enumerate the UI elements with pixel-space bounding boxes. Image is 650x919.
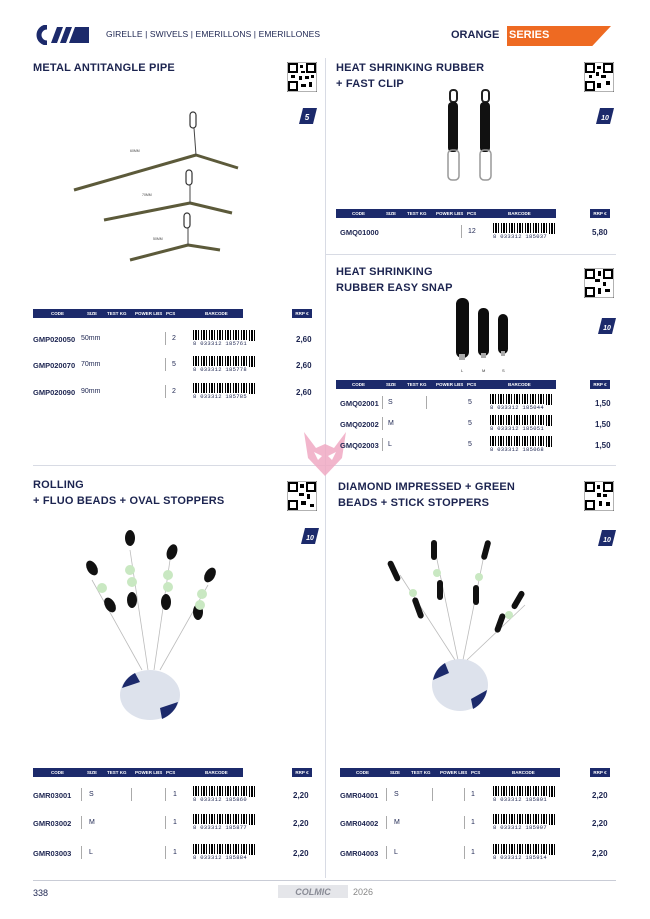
svg-text:10: 10 — [306, 535, 314, 542]
barcode: 8 033312 185785 — [193, 383, 255, 399]
series-banner — [451, 24, 611, 48]
size-label: M — [482, 368, 486, 373]
rolling-product-image — [80, 530, 250, 730]
table-row[interactable]: GMP020090 90mm 2 8 033312 185785 2,60 — [33, 381, 313, 403]
product-title-fastclip: HEAT SHRINKING RUBBER + FAST CLIP — [336, 62, 485, 90]
pack-badge — [598, 318, 616, 334]
table-row[interactable]: GMR03002 M 1 8 033312 185877 2,20 — [33, 812, 313, 834]
barcode: 8 033312 185914 — [493, 844, 555, 860]
pack-badge — [299, 108, 317, 124]
qr-code-icon[interactable] — [584, 62, 614, 92]
barcode: 8 033312 185860 — [193, 786, 255, 802]
product-title-diamond: DIAMOND IMPRESSED + GREEN BEADS + STICK STOPPERS — [338, 481, 516, 509]
barcode: 8 033312 185068 — [490, 436, 552, 452]
easysnap-product-image — [448, 296, 518, 376]
series-word-series: SERIES — [509, 29, 550, 41]
barcode: 8 033312 185884 — [193, 844, 255, 860]
table-header-rrp: RRP € — [590, 209, 610, 218]
barcode: 8 033312 185761 — [193, 330, 255, 346]
product-title-easysnap: HEAT SHRINKING RUBBER EASY SNAP — [336, 266, 453, 294]
catalog-year: 2026 — [353, 887, 374, 897]
antitangle-product-image — [60, 100, 300, 280]
dimension-label: 60MM — [130, 149, 140, 153]
barcode: 8 033312 185907 — [493, 814, 555, 830]
table-row[interactable]: GMR04003 L 1 8 033312 185914 2,20 — [340, 842, 620, 864]
table-header: CODE SIZE TEST KG POWER LBS PCS BARCODE — [336, 380, 556, 389]
table-row[interactable]: GMR03001 S 1 8 033312 185860 2,20 — [33, 784, 313, 806]
barcode: 8 033312 185044 — [490, 394, 552, 410]
table-row[interactable]: GMR04001 S 1 8 033312 185891 2,20 — [340, 784, 620, 806]
qr-code-icon[interactable] — [584, 481, 614, 511]
brand-text: COLMIC — [295, 887, 331, 897]
fastclip-product-image — [440, 88, 510, 188]
diamond-product-image — [385, 535, 545, 730]
pack-badge — [301, 528, 319, 544]
pack-badge — [598, 530, 616, 546]
table-row[interactable]: GMR04002 M 1 8 033312 185907 2,20 — [340, 812, 620, 834]
table-row[interactable]: GMR03003 L 1 8 033312 185884 2,20 — [33, 842, 313, 864]
dimension-label: 50MM — [153, 237, 163, 241]
product-title-antitangle: METAL ANTITANGLE PIPE — [33, 62, 175, 74]
qr-code-icon[interactable] — [584, 268, 614, 298]
barcode: 8 033312 185877 — [193, 814, 255, 830]
table-header: CODE SIZE TEST KG POWER LBS PCS BARCODE — [340, 768, 560, 777]
svg-text:10: 10 — [603, 325, 611, 332]
barcode: 8 033312 185778 — [193, 356, 255, 372]
table-header: CODE SIZE TEST KG POWER LBS PCS BARCODE — [33, 768, 243, 777]
dimension-label: 70MM — [142, 193, 152, 197]
table-row[interactable]: GMQ02002 M 5 8 033312 185051 1,50 — [340, 413, 620, 435]
size-label: L — [461, 368, 464, 373]
table-header-rrp: RRP € — [590, 380, 610, 389]
qr-code-icon[interactable] — [287, 62, 317, 92]
pack-badge — [596, 108, 614, 124]
colmic-logo — [33, 25, 91, 45]
barcode: 8 033312 185051 — [490, 415, 552, 431]
table-header-rrp: RRP € — [590, 768, 610, 777]
qr-code-icon[interactable] — [287, 481, 317, 511]
svg-text:10: 10 — [603, 537, 611, 544]
series-word-orange: ORANGE — [451, 29, 500, 41]
svg-text:10: 10 — [601, 115, 609, 122]
table-row[interactable]: GMQ02003 L 5 8 033312 185068 1,50 — [340, 434, 620, 456]
table-header-rrp: RRP € — [292, 309, 312, 318]
table-header: CODE SIZE TEST KG POWER LBS PCS BARCODE — [33, 309, 243, 318]
size-label: S — [502, 368, 505, 373]
brand-wordmark — [278, 884, 348, 899]
pack-badge-text: 5 — [304, 113, 310, 122]
table-row[interactable]: GMQ01000 12 8 033312 185037 5,80 — [340, 221, 620, 243]
footer-rule — [33, 880, 616, 881]
page-number: 338 — [33, 888, 49, 898]
section-divider — [326, 254, 616, 255]
category-header: GIRELLE | SWIVELS | EMERILLONS | EMERILLONES — [106, 29, 321, 39]
barcode: 8 033312 185891 — [493, 786, 555, 802]
table-row[interactable]: GMP020070 70mm 5 8 033312 185778 2,60 — [33, 354, 313, 376]
product-title-rolling: ROLLING + FLUO BEADS + OVAL STOPPERS — [33, 479, 225, 507]
table-row[interactable]: GMP020050 50mm 2 8 033312 185761 2,60 — [33, 328, 313, 350]
table-row[interactable]: GMQ02001 S 5 8 033312 185044 1,50 — [340, 392, 620, 414]
barcode: 8 033312 185037 — [493, 223, 555, 239]
table-header-rrp: RRP € — [292, 768, 312, 777]
table-header: CODE SIZE TEST KG POWER LBS PCS BARCODE — [336, 209, 556, 218]
